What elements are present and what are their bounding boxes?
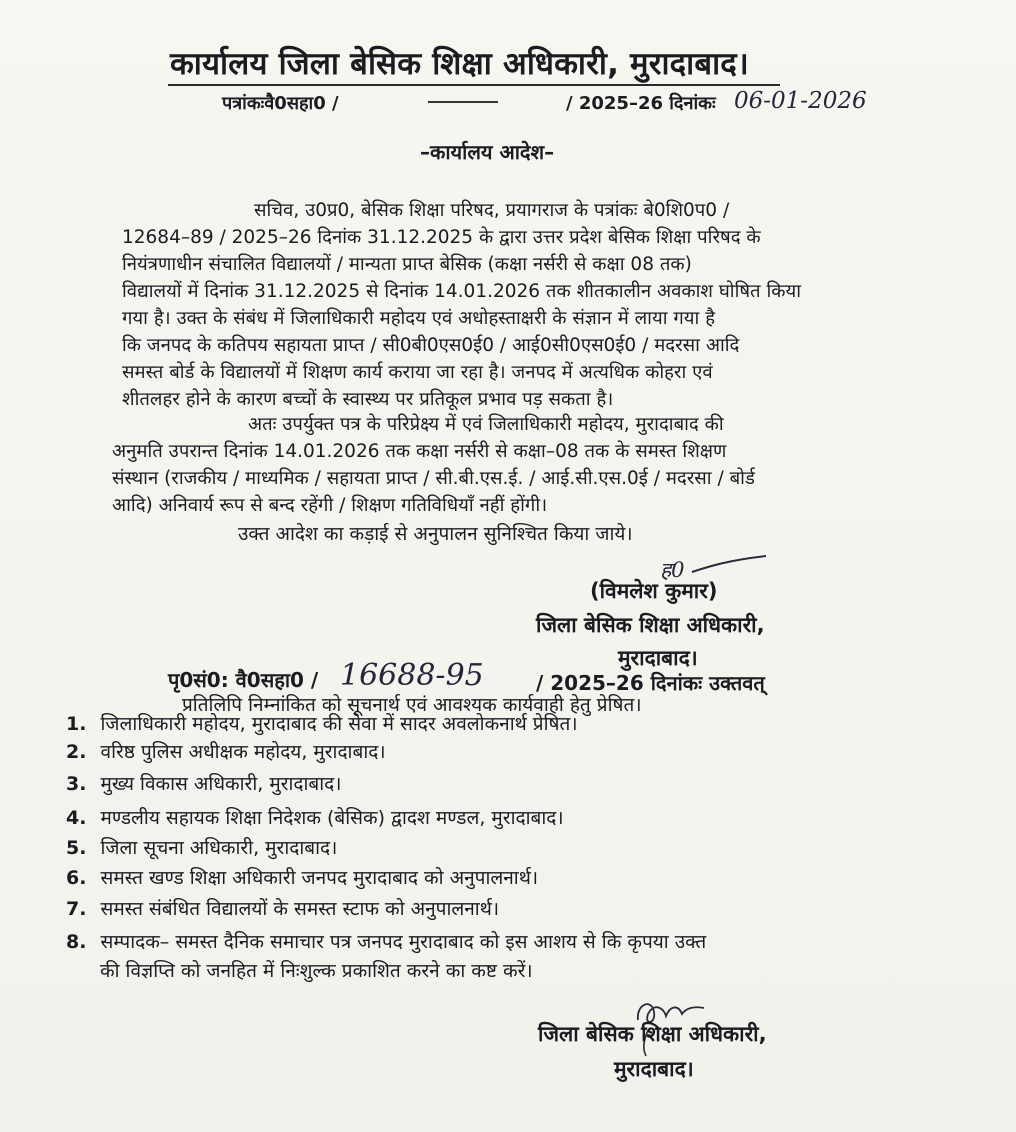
ref-blank-line xyxy=(428,101,498,103)
list-text: समस्त खण्ड शिक्षा अधिकारी जनपद मुरादाबाद को अनुपालनार्थ। xyxy=(100,867,539,889)
list-text: जिला सूचना अधिकारी, मुरादाबाद। xyxy=(100,837,338,859)
list-item xyxy=(66,770,341,796)
list-number: 4. xyxy=(66,807,87,829)
list-number: 7. xyxy=(66,898,87,920)
compliance-line: उक्त आदेश का कड़ाई से अनुपालन सुनिश्चित किया जाये। xyxy=(238,523,633,545)
signatory-designation: जिला बेसिक शिक्षा अधिकारी, xyxy=(536,613,765,637)
order-heading: –कार्यालय आदेश– xyxy=(420,140,555,164)
office-title: कार्यालय जिला बेसिक शिक्षा अधिकारी, मुरादाबाद। xyxy=(170,46,749,82)
list-number: 8. xyxy=(66,931,87,953)
para1-line: शीतलहर होने के कारण बच्चों के स्वास्थ्य पर प्रतिकूल प्रभाव पड़ सकता है। xyxy=(122,389,614,410)
paragraph-2 xyxy=(112,411,902,519)
handwritten-date: 06-01-2026 xyxy=(734,88,867,114)
para1-line: नियंत्रणाधीन संचालित विद्यालयों / मान्यता प्राप्त बेसिक (कक्षा नर्सरी से कक्षा 08 तक) xyxy=(122,254,692,275)
endorsement-ref-suffix: / 2025–26 दिनांकः उक्तवत् xyxy=(536,671,765,695)
list-item xyxy=(66,895,499,921)
list-text: सम्पादक– समस्त दैनिक समाचार पत्र जनपद मुरादाबाद को इस आशय से कि कृपया उक्त xyxy=(100,931,707,953)
ref-prefix: पत्रांकःवै0सहा0 / xyxy=(222,93,339,114)
para1-line: 12684–89 / 2025–26 दिनांक 31.12.2025 के द्वारा उत्तर प्रदेश बेसिक शिक्षा परिषद के xyxy=(122,227,761,248)
list-item xyxy=(66,928,706,954)
paragraph-1 xyxy=(122,197,900,413)
endorsement-ref-prefix: पृ0सं0: वै0सहा0 / xyxy=(168,668,319,692)
list-item xyxy=(66,738,386,764)
signatory-place-2: मुरादाबाद। xyxy=(614,1057,694,1081)
list-text: जिलाधिकारी महोदय, मुरादाबाद की सेवा में सादर अवलोकनार्थ प्रेषित। xyxy=(100,713,578,735)
list-item xyxy=(66,710,578,736)
para2-line: अतः उपर्युक्त पत्र के परिप्रेक्ष्य में एवं जिलाधिकारी महोदय, मुरादाबाद की xyxy=(248,414,724,435)
para2-line: अनुमति उपरान्त दिनांक 14.01.2026 तक कक्षा नर्सरी से कक्षा–08 तक के समस्त शिक्षण xyxy=(112,441,727,462)
list-number: 5. xyxy=(66,837,87,859)
para1-line: कि जनपद के कतिपय सहायता प्राप्त / सी0बी0एस0ई0 / आई0सी0एस0ई0 / मदरसा आदि xyxy=(122,335,740,356)
signature-initials: ह0 xyxy=(660,558,685,582)
signatory-place: मुरादाबाद। xyxy=(618,646,698,670)
list-number: 6. xyxy=(66,867,87,889)
title-underline xyxy=(168,84,780,86)
ref-suffix: / 2025–26 दिनांकः xyxy=(566,93,716,114)
list-item xyxy=(66,804,564,830)
signature-scribble xyxy=(690,552,770,578)
list-text: वरिष्ठ पुलिस अधीक्षक महोदय, मुरादाबाद। xyxy=(100,741,386,763)
list-number: 3. xyxy=(66,773,87,795)
para2-line: संस्थान (राजकीय / माध्यमिक / सहायता प्राप्त / सी.बी.एस.ई. / आई.सी.एस.0ई / मदरसा / बोर्ड xyxy=(112,468,755,489)
list-item-continuation: की विज्ञप्ति को जनहित में निःशुल्क प्रकाशित करने का कष्ट करें। xyxy=(100,960,533,982)
list-number: 2. xyxy=(66,741,87,763)
list-text: मण्डलीय सहायक शिक्षा निदेशक (बेसिक) द्वादश मण्डल, मुरादाबाद। xyxy=(100,807,564,829)
signatory-designation-2: जिला बेसिक शिक्षा अधिकारी, xyxy=(538,1022,767,1046)
list-number: 1. xyxy=(66,713,87,735)
list-text: समस्त संबंधित विद्यालयों के समस्त स्टाफ को अनुपालनार्थ। xyxy=(100,898,500,920)
para2-line: आदि) अनिवार्य रूप से बन्द रहेंगी / शिक्षण गतिविधियाँ नहीं होंगी। xyxy=(112,495,548,516)
endorsement-intro: प्रतिलिपि निम्नांकित को सूचनार्थ एवं आवश्यक कार्यवाही हेतु प्रेषित। xyxy=(182,694,642,716)
list-item xyxy=(66,864,538,890)
list-item xyxy=(66,834,337,860)
para1-line: विद्यालयों में दिनांक 31.12.2025 से दिनांक 14.01.2026 तक शीतकालीन अवकाश घोषित किया xyxy=(122,281,802,302)
list-text: मुख्य विकास अधिकारी, मुरादाबाद। xyxy=(100,773,342,795)
para1-line: सचिव, उ0प्र0, बेसिक शिक्षा परिषद, प्रयागराज के पत्रांकः बे0शि0प0 / xyxy=(254,200,730,221)
para1-line: गया है। उक्त के संबंध में जिलाधिकारी महोदय एवं अधोहस्ताक्षरी के संज्ञान में लाया गया है xyxy=(122,308,716,329)
endorsement-ref-number: 16688-95 xyxy=(340,658,484,693)
para1-line: समस्त बोर्ड के विद्यालयों में शिक्षण कार्य कराया जा रहा है। जनपद में अत्यधिक कोहरा एवं xyxy=(122,362,713,383)
signatory-name: (विमलेश कुमार) xyxy=(590,579,718,603)
